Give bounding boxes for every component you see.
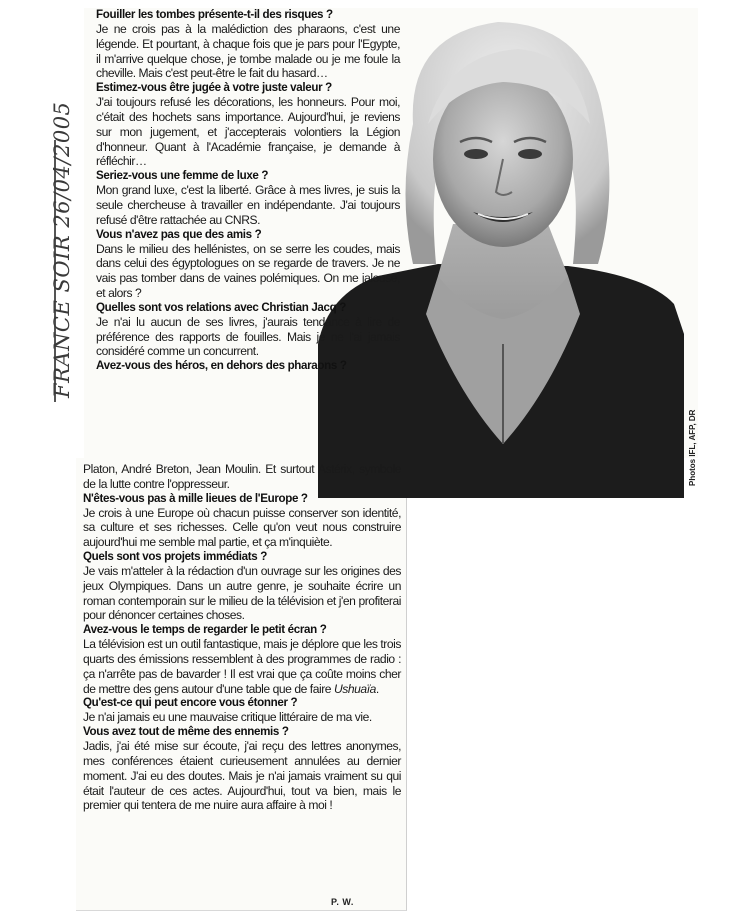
question: N'êtes-vous pas à mille lieues de l'Europe ?: [83, 491, 308, 505]
question: Estimez-vous être jugée à votre juste valeur ?: [96, 81, 332, 95]
answer: Platon, André Breton, Jean Moulin. Et surtout Astérix, symbole de la lutte contre l'oppresseur.: [83, 462, 401, 491]
author-signature: P. W.: [331, 897, 354, 907]
qa-block: [96, 169, 400, 227]
qa-block: [96, 301, 400, 359]
qa-block: [96, 81, 400, 169]
answer-end: .: [375, 681, 379, 696]
question: Vous avez tout de même des ennemis ?: [83, 725, 289, 739]
answer: Mon grand luxe, c'est la liberté. Grâce à mes livres, je suis la seule chercheuse à travailler en indépendante. J'ai toujours refusé d'être rattachée au CNRS.: [96, 183, 400, 227]
question: Qu'est-ce qui peut encore vous étonner ?: [83, 696, 298, 710]
article-column-bottom: [83, 462, 401, 813]
qa-block: [96, 228, 400, 301]
answer-text: La télévision est un outil fantastique, mais je déplore que les trois quarts des émissions ressemblent à des programmes de radio : ça n'arrête pas de bavarder ! Il est vrai que ça coûte moins cher de mettre des gens autour d'une table que de faire: [83, 637, 401, 696]
handwritten-note: FRANCE SOIR 26/04/2005: [50, 101, 74, 398]
question: Quels sont vos projets immédiats ?: [83, 549, 267, 563]
answer: Je n'ai jamais eu une mauvaise critique littéraire de ma vie.: [83, 710, 372, 725]
photo-credit: Photos IFL, AFP, DR: [688, 409, 697, 486]
qa-block: [83, 696, 401, 725]
article-column-top: [96, 8, 400, 373]
qa-block: [83, 550, 401, 623]
qa-block: [83, 462, 401, 492]
answer: Je vais m'atteler à la rédaction d'un ouvrage sur les origines des jeux Olympiques. Dans un autre genre, je souhaite écrire un roman contemporain sur le milieu de la télévision et j'en profiterai pour dénoncer certaines choses.: [83, 563, 401, 623]
qa-block: [96, 359, 400, 373]
answer: Je ne crois pas à la malédiction des pharaons, c'est une légende. Et pourtant, à chaque fois que je pars pour l'Egypte, il m'arrive quelque chose, je tombe malade ou je me foule la cheville. Mais c'est peut-être le fait du hasard…: [96, 22, 400, 81]
question: Seriez-vous une femme de luxe ?: [96, 169, 269, 183]
question: Vous n'avez pas que des amis ?: [96, 227, 262, 241]
qa-block: [83, 725, 401, 813]
question: Quelles sont vos relations avec Christian Jacq ?: [96, 300, 346, 314]
qa-block: [83, 492, 401, 550]
qa-block: [96, 8, 400, 81]
answer: Je crois à une Europe où chacun puisse conserver son identité, sa culture et ses richesses. Celle qu'on veut nous construire aujourd'hui me semble mal partie, et ça m'inquiète.: [83, 505, 401, 550]
answer: Dans le milieu des hellénistes, on se serre les coudes, mais dans celui des égyptologues on se regarde de travers. Je ne vais pas tomber dans de vaines polémiques. On me jalouse, et alors ?: [96, 241, 400, 300]
question: Avez-vous des héros, en dehors des pharaons ?: [96, 359, 347, 373]
question: Fouiller les tombes présente-t-il des risques ?: [96, 8, 333, 21]
answer: J'ai toujours refusé les décorations, les honneurs. Pour moi, c'était des hochets sans importance. Aujourd'hui, je reviens sur mon jugement, et j'accepterais volontiers la Légion d'honneur. Quant à l'Académie française, je demande à réfléchir…: [96, 95, 400, 169]
answer: Je n'ai lu aucun de ses livres, j'aurais tendance à lire de préférence des rapports de fouilles. Mais je ne l'ai jamais considéré comme un concurrent.: [96, 314, 400, 359]
answer-emphasis: Ushuaïa: [334, 681, 376, 696]
question: Avez-vous le temps de regarder le petit écran ?: [83, 623, 327, 637]
answer: Jadis, j'ai été mise sur écoute, j'ai reçu des lettres anonymes, mes conférences étaient curieusement annulées au dernier moment. J'ai eu des doutes. Mais je n'ai jamais vraiment su qui était l'auteur de ces actes. Aujourd'hui, tout va bien, mais le premier qui tentera de me nuire aura affaire à moi !: [83, 739, 401, 813]
answer: [83, 637, 401, 696]
qa-block: [83, 623, 401, 696]
